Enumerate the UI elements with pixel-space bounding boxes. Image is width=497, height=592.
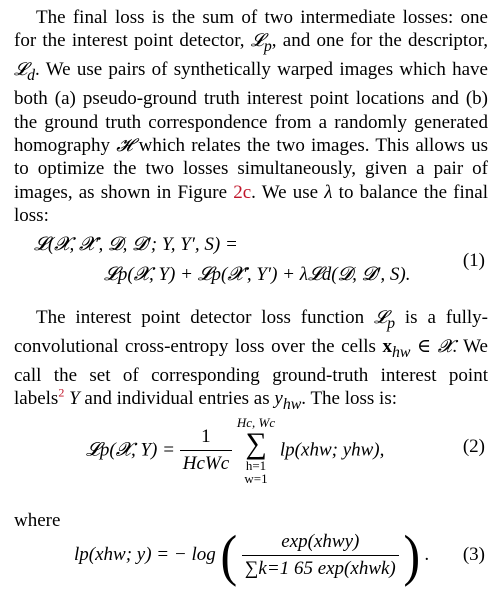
equation-3 (74, 522, 430, 588)
equation-1-line-2: 𝓛p(𝓧, Y) + 𝓛p(𝓧′, Y′) + λ𝓛d(𝓓, 𝓓′, S). (104, 264, 411, 285)
text-run: , and one for the descriptor, (271, 30, 488, 52)
fraction-numerator: exp(xhwy) (242, 531, 399, 556)
text-run: The interest point detector loss function (36, 307, 374, 328)
text-run: and individual entries as (79, 388, 275, 410)
subscript-hw: hw (392, 343, 411, 361)
equation-2-lhs: 𝓛p(𝓧, Y) = (86, 439, 175, 461)
where-label: where (14, 510, 61, 531)
paragraph-detector-loss (14, 306, 488, 417)
equation-3-tail: . (424, 544, 430, 565)
text-run: . We use pairs of synthetically warped images which have both (a) pseudo-ground truth interest point locations and (b) the ground truth correspondence from a randomly generated homography (14, 59, 488, 157)
symbol-y: y (274, 388, 283, 410)
equation-1-number: (1) (462, 250, 485, 271)
equation-3-fraction (242, 531, 399, 580)
fraction-numerator: 1 (180, 426, 232, 451)
symbol-L: 𝓛 (250, 30, 264, 52)
equation-3-number: (3) (462, 544, 485, 565)
sum-lower-limit-h: h=1 (245, 458, 267, 473)
symbol-lambda: λ (324, 181, 333, 203)
paragraph-final-loss (14, 6, 488, 227)
right-paren: ) (403, 522, 421, 588)
symbol-L: 𝓛 (373, 307, 388, 328)
subscript-p: p (263, 38, 272, 56)
equation-3-lhs: lp(xhw; y) = − log (74, 544, 216, 565)
sum-lower-limit-w: w=1 (244, 471, 268, 486)
subscript-p: p (387, 314, 395, 332)
fraction-denominator: ∑k=1 65 exp(xhwk) (244, 557, 396, 579)
fraction-denominator: HcWc (182, 453, 230, 474)
text-run: . The loss is: (301, 388, 398, 410)
subscript-d: d (27, 67, 36, 85)
footnote-reference-link[interactable]: 2 (58, 386, 65, 401)
equation-2 (86, 416, 384, 485)
text-run: . We use (251, 181, 325, 203)
symbol-H: 𝓗 (116, 135, 133, 157)
text-run: The final loss is the sum of two intermediate losses: one for the interest point detector, (14, 7, 488, 52)
text-run: which relates the two images. This allows us to optimize the two losses simultaneously, given a pair of images, as shown in Figure (14, 135, 488, 203)
symbol-X: 𝓧 (437, 336, 453, 358)
subscript-hw: hw (282, 396, 302, 414)
text-run: is a fully-convolutional cross-entropy loss over the cells (14, 307, 488, 358)
equation-1-line-1: 𝓛(𝓧, 𝓧′, 𝓓, 𝓓′; Y, Y′, S) = (34, 234, 238, 255)
equation-2-number: (2) (462, 436, 485, 457)
left-paren: ( (220, 522, 238, 588)
sum-upper-limit: Hc, Wc (236, 415, 276, 430)
text-run: . We call the set of corresponding ground-truth interest point labels (14, 336, 488, 410)
symbol-L: 𝓛 (14, 59, 28, 81)
sigma-symbol: ∑ (245, 427, 267, 460)
text-run: to balance the final loss: (14, 181, 488, 226)
text-run: ∈ (410, 336, 438, 358)
symbol-x-bold: x (382, 336, 392, 358)
equation-2-fraction (180, 426, 232, 475)
symbol-Y: Y (69, 388, 80, 410)
summation-operator (237, 416, 275, 485)
equation-2-rhs: lp(xhw; yhw), (279, 439, 385, 461)
figure-reference-link[interactable]: 2c (233, 181, 252, 203)
